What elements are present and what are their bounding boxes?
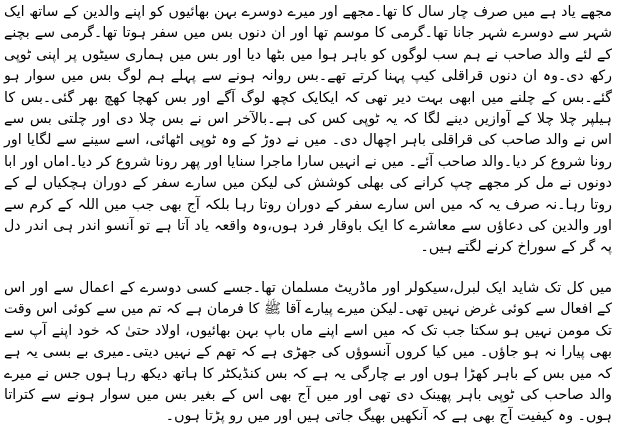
paragraph-reflection: میں کل تک شاید ایک لبرل،سیکولر اور ماڈریٹ مسلمان تھا۔جسے کسی دوسرے کے اعمال سے اور اس کے افعال سے کوئی غرض نہیں تھی۔لیکن میرے پیارے آقا ﷺ کا فرمان ہے کہ تم میں سے کوئی اس وقت تک مومن نہیں ہو سکتا جب تک کہ میں اسے اپنے ماں باپ بہن بھائیوں، اولاد حتیٰ کہ خود اپنے آپ سے بھی پیارا نہ ہو جاؤں۔ میں کیا کروں آنسوؤں کی جھڑی ہے کہ تھم کے نہیں دیتی۔میری بے بسی یہ ہے کہ میں بس کے باہر کھڑا ہوں اور بے چارگی یہ ہے کہ بس کنڈیکٹر کا ہاتھ دیکھ رہا ہوں جس نے میرے والد صاحب کی ٹوپی باہر پھینک دی تھی اور میں آج بھی اس کے بغیر بس میں سوار ہونے سے کتراتا ہوں۔ وہ کیفیت آج بھی ہے کہ آنکھیں بھیگ جاتی ہیں اور میں رو پڑتا ہوں۔ [4,280,612,425]
paragraph-childhood-memory: مجھے یاد ہے میں صرف چار سال کا تھا۔مجھے اور میرے دوسرے بہن بھائیوں کو اپنے والدین کے ساتھ ایک شہر سے دوسرے شہر جانا تھا۔گرمی کا موسم تھا اور ان دنوں بس میں سفر ہوتا تھا۔گرمی سے بچنے کے لئے والد صاحب نے ہم سب لوگوں کو باہر ہوا میں بٹھا دیا اور بس میں ہماری سیٹوں پر اپنی ٹوپی رکھ دی۔وہ ان دنوں قراقلی کیپ پہنا کرتے تھے۔بس روانہ ہونے سے پہلے ہم لوگ بس میں سوار ہو گئے۔بس کے چلنے میں ابھی بہت دیر تھی کہ ایکایک کچھ لوگ آگے اور بس کھچا کھچ بھر گئی۔بس کا ہیلپر چلا چلا کے آوازیں دینے لگا کہ یہ ٹوپی کس کی ہے۔بالآخر اس نے بس چلا دی اور چلتی بس سے اس نے والد صاحب کی قراقلی باہر اچھال دی۔ میں نے دوڑ کے وہ ٹوپی اٹھائی، اسے سینے سے لگایا اور رونا شروع کر دیا۔والد صاحب آئے۔ میں نے انہیں سارا ماجرا سنایا اور پھر رونا شروع کر دیا۔اماں اور ابا دونوں نے مل کر مجھے چپ کرانے کی بھلی کوشش کی لیکن میں سارے سفر کے دوران ہچکیاں لے کے روتا رہا۔نہ صرف یہ کہ میں اس سارے سفر کے دوران روتا رہا بلکہ آج بھی جب میں اللہ کے کرم سے اور والدین کی دعاؤں سے معاشرے کا ایک باوقار فرد ہوں،وہ واقعہ یاد آتا ہے تو آنسو اندر ہی اندر دل پہ گر کے سوراخ کرنے لگتے ہیں۔ [4,4,612,256]
